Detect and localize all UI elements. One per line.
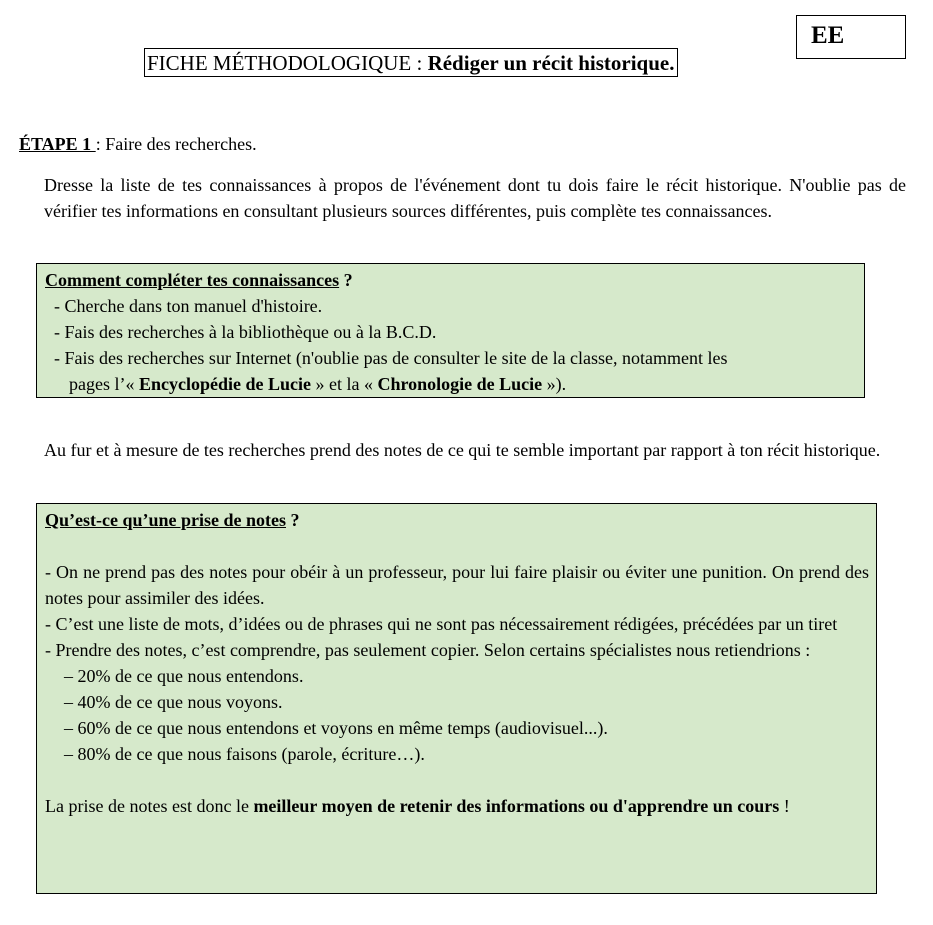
notes-paragraph: Au fur et à mesure de tes recherches prend des notes de ce qui te semble important par rapport à ton récit historique. xyxy=(44,440,881,460)
chronology-link-text: Chronologie de Lucie xyxy=(377,374,543,394)
knowledge-box-heading xyxy=(45,267,860,293)
knowledge-box-heading-suffix: ? xyxy=(339,270,353,290)
continuation-middle: » et la « xyxy=(310,374,378,394)
conclusion xyxy=(45,793,869,819)
encyclopedia-link-text: Encyclopédie de Lucie xyxy=(138,374,311,394)
note-paragraph-1: - On ne prend pas des notes pour obéir à un professeur, pour lui faire plaisir ou éviter une punition. On prend des notes pour assimiler des idées. xyxy=(45,562,869,608)
knowledge-box xyxy=(36,263,865,398)
list-item-continuation xyxy=(45,371,860,397)
level-badge xyxy=(796,15,906,59)
continuation-prefix: pages l’« xyxy=(69,374,139,394)
list-item: - Fais des recherches à la bibliothèque ou à la B.C.D. xyxy=(54,322,437,342)
level-badge-label: EE xyxy=(811,22,845,49)
note-paragraph-3: - Prendre des notes, c’est comprendre, pas seulement copier. Selon certains spécialistes nous retiendrions : xyxy=(45,640,811,660)
intro-paragraph: Dresse la liste de tes connaissances à propos de l'événement dont tu dois faire le récit historique. N'oublie pas de vérifier tes informations en consultant plusieurs sources différentes, puis complète tes connaissances. xyxy=(44,175,906,221)
page-title xyxy=(144,48,678,77)
step-text: : Faire des recherches. xyxy=(95,134,257,154)
page-title-subject: Rédiger un récit historique. xyxy=(427,51,675,75)
stat-item: – 40% de ce que nous voyons. xyxy=(64,692,283,712)
list-item: - Cherche dans ton manuel d'histoire. xyxy=(54,296,323,316)
stat-item: – 80% de ce que nous faisons (parole, écriture…). xyxy=(64,744,425,764)
knowledge-box-heading-text: Comment compléter tes connaissances xyxy=(45,270,340,290)
stat-item: – 60% de ce que nous entendons et voyons en même temps (audiovisuel...). xyxy=(64,718,608,738)
stat-item: – 20% de ce que nous entendons. xyxy=(64,666,304,686)
conclusion-suffix: ! xyxy=(779,796,790,816)
continuation-suffix: »). xyxy=(542,374,567,394)
note-paragraph-2: - C’est une liste de mots, d’idées ou de phrases qui ne sont pas nécessairement rédigées, précédées par un tiret xyxy=(45,614,838,634)
note-taking-box xyxy=(36,503,877,894)
note-taking-box-heading xyxy=(45,507,869,533)
step-heading xyxy=(19,132,257,156)
note-taking-heading-text: Qu’est-ce qu’une prise de notes xyxy=(45,510,286,530)
conclusion-emphasis: meilleur moyen de retenir des informations ou d'apprendre un cours xyxy=(253,796,780,816)
note-taking-heading-suffix: ? xyxy=(286,510,300,530)
conclusion-prefix: La prise de notes est donc le xyxy=(45,796,254,816)
page-title-prefix: FICHE MÉTHODOLOGIQUE : xyxy=(147,51,428,75)
list-item: - Fais des recherches sur Internet (n'oublie pas de consulter le site de la classe, notamment les xyxy=(54,348,728,368)
step-label: ÉTAPE 1 xyxy=(19,134,96,154)
